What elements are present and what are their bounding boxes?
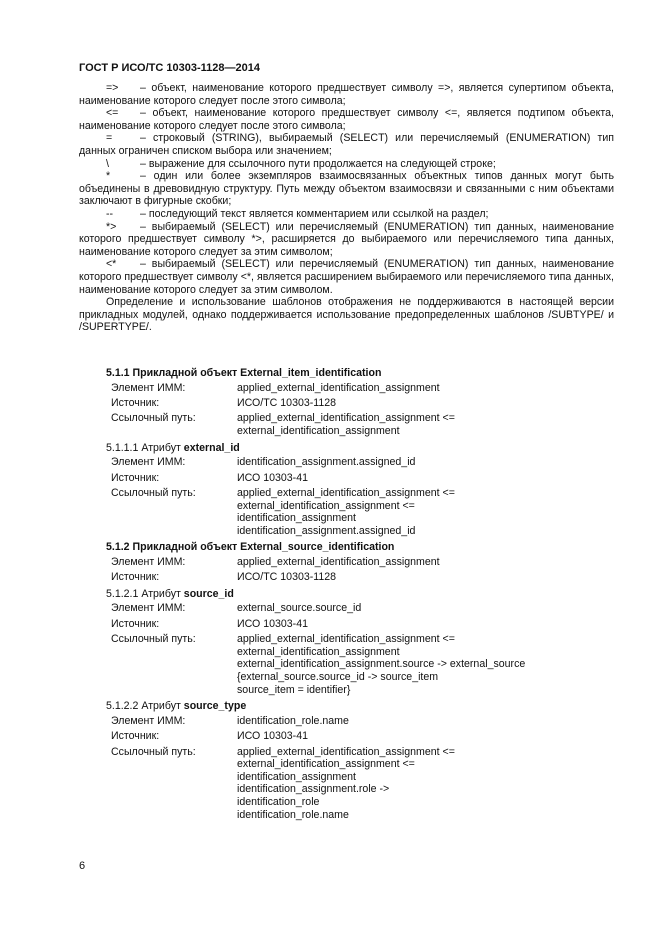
section-heading xyxy=(79,587,614,603)
ref-path-label: Ссылочный путь: xyxy=(111,487,196,500)
source-label: Источник: xyxy=(111,571,160,584)
ref-path-label: Ссылочный путь: xyxy=(111,745,196,758)
section-number: 5.1.2.1 xyxy=(106,587,139,600)
ref-path-line: identification_assignment.role -> xyxy=(237,783,390,796)
definition-text: – один или более экземпляров взаимосвязанных объектных типов данных могут быть объединены в древовидную структуру. Путь между объектом взаимосвязи и связанными с ним объектами заключают в фигурные скобки; xyxy=(79,170,614,208)
definition-extends xyxy=(79,221,614,259)
ref-path-row xyxy=(79,746,614,822)
section-title-name: source_type xyxy=(183,700,247,713)
ref-path-line: identification_role xyxy=(237,795,320,808)
ref-path-label: Ссылочный путь: xyxy=(111,633,196,646)
section-title-name: External_item_identification xyxy=(240,367,382,379)
element-label: Элемент ИММ: xyxy=(111,555,186,568)
ref-path-line: external_identification_assignment <= xyxy=(237,758,415,771)
element-label: Элемент ИММ: xyxy=(111,714,186,727)
element-row xyxy=(79,602,614,615)
element-label: Элемент ИММ: xyxy=(111,381,186,394)
definition-symbol: -- xyxy=(106,207,114,220)
page-header: ГОСТ Р ИСО/ТС 10303-1128—2014 xyxy=(79,62,260,74)
element-row xyxy=(79,382,614,395)
definition-text: – объект, наименование которого предшествует символу =>, является супертипом объекта, наименование которого следует после этого символа; xyxy=(79,82,614,107)
element-value: identification_role.name xyxy=(237,714,349,727)
section-title-name: External_source_identification xyxy=(240,541,395,554)
definition-symbol: => xyxy=(106,82,119,94)
definition-subtype xyxy=(79,107,614,132)
element-row xyxy=(79,556,614,569)
ref-path-line: identification_assignment xyxy=(237,770,356,783)
source-value: ИСО 10303-41 xyxy=(237,730,308,743)
section-number: 5.1.2 xyxy=(106,541,130,554)
section-title-prefix: Атрибут xyxy=(141,700,181,713)
ref-path-line: applied_external_identification_assignment <= xyxy=(237,487,455,500)
section-heading xyxy=(79,366,614,382)
section-number: 5.1.1 xyxy=(106,367,130,379)
ref-path-line: {external_source.source_id -> source_item xyxy=(237,671,439,683)
section-external-item-identification xyxy=(79,366,614,438)
ref-path-line: identification_role.name xyxy=(237,808,349,821)
ref-path-line: external_identification_assignment <= xyxy=(237,499,415,512)
ref-path-line: identification_assignment xyxy=(237,512,356,525)
ref-path-line: external_identification_assignment xyxy=(237,645,400,658)
source-row xyxy=(79,730,614,743)
definition-backslash xyxy=(79,158,614,171)
ref-path-line: applied_external_identification_assignment <= xyxy=(237,745,455,758)
element-label: Элемент ИММ: xyxy=(111,456,186,469)
symbol-definitions xyxy=(79,82,614,334)
source-row xyxy=(79,397,614,410)
definition-symbol: *> xyxy=(106,220,117,233)
section-title-prefix: Прикладной объект xyxy=(132,541,238,554)
section-title-prefix: Прикладной объект xyxy=(132,367,238,379)
ref-path-value xyxy=(237,633,614,696)
source-label: Источник: xyxy=(111,617,160,630)
ref-path-line: external_identification_assignment xyxy=(237,425,400,438)
element-value: identification_assignment.assigned_id xyxy=(237,456,416,469)
section-source-id xyxy=(79,587,614,696)
definition-symbol: \ xyxy=(106,157,109,170)
source-row xyxy=(79,618,614,631)
section-heading xyxy=(79,699,614,715)
definition-text: – последующий текст является комментарием или ссылкой на раздел; xyxy=(140,207,489,220)
source-value: ИСО/ТС 10303-1128 xyxy=(237,571,337,584)
section-source-type xyxy=(79,699,614,821)
definition-symbol: * xyxy=(106,170,111,183)
ref-path-row xyxy=(79,633,614,696)
source-value: ИСО/ТС 10303-1128 xyxy=(237,396,337,409)
section-external-source-identification xyxy=(79,540,614,584)
definition-comment xyxy=(79,208,614,221)
ref-path-value xyxy=(237,412,614,437)
note-paragraph: Определение и использование шаблонов отображения не поддерживаются в настоящей версии прикладных модулей, однако поддерживается использование предопределенных шаблонов /SUBTYPE/ и /SUPERTYPE/. xyxy=(79,296,614,334)
definition-symbol: <= xyxy=(106,107,119,120)
element-row xyxy=(79,715,614,728)
element-value: applied_external_identification_assignment xyxy=(237,555,440,568)
source-value: ИСО 10303-41 xyxy=(237,617,308,630)
section-heading xyxy=(79,540,614,556)
ref-path-row xyxy=(79,487,614,537)
definition-text: – выбираемый (SELECT) или перечисляемый (ENUMERATION) тип данных, наименование которого предшествует символу *>, расширяется до выбираемого или перечисляемого типа данных, наименование которого следует за этим символом; xyxy=(79,220,614,258)
definition-extension-of xyxy=(79,258,614,296)
ref-path-line: applied_external_identification_assignment <= xyxy=(237,412,455,425)
section-title-name: external_id xyxy=(183,441,240,454)
source-row xyxy=(79,472,614,485)
definition-supertype xyxy=(79,82,614,107)
definition-equals xyxy=(79,132,614,157)
definition-symbol: <* xyxy=(106,258,117,271)
ref-path-line: source_item = identifier} xyxy=(237,683,351,696)
ref-path-line: applied_external_identification_assignment <= xyxy=(237,633,455,646)
definition-text: – строковый (STRING), выбираемый (SELECT) или перечисляемый (ENUMERATION) тип данных ограничен списком выбора или значением; xyxy=(79,132,614,157)
source-value: ИСО 10303-41 xyxy=(237,471,308,484)
ref-path-value xyxy=(237,746,614,822)
element-row xyxy=(79,456,614,469)
section-number: 5.1.1.1 xyxy=(106,441,139,454)
definition-text: – выражение для ссылочного пути продолжается на следующей строке; xyxy=(140,157,496,170)
ref-path-line: identification_assignment.assigned_id xyxy=(237,524,416,537)
section-number: 5.1.2.2 xyxy=(106,700,139,713)
mapping-sections xyxy=(79,366,614,824)
ref-path-line: external_identification_assignment.source -> external_source xyxy=(237,658,526,671)
section-title-prefix: Атрибут xyxy=(141,587,181,600)
section-heading xyxy=(79,441,614,457)
source-label: Источник: xyxy=(111,730,160,743)
ref-path-value xyxy=(237,487,614,537)
element-value: external_source.source_id xyxy=(237,602,362,615)
source-label: Источник: xyxy=(111,396,160,409)
page-number: 6 xyxy=(79,860,86,872)
source-row xyxy=(79,571,614,584)
definition-asterisk xyxy=(79,170,614,208)
definition-text: – объект, наименование которого предшествует символу <=, является подтипом объекта, наименование которого следует после этого символа; xyxy=(79,107,614,132)
ref-path-label: Ссылочный путь: xyxy=(111,412,196,425)
section-title-prefix: Атрибут xyxy=(141,441,181,454)
definition-text: – выбираемый (SELECT) или перечисляемый (ENUMERATION) тип данных, наименование которого предшествует символу <*, является расширением выбираемого или перечисляемого типа данных, наименование которого следует за этим символом. xyxy=(79,258,614,296)
definition-symbol: = xyxy=(106,132,113,145)
ref-path-row xyxy=(79,412,614,437)
element-value: applied_external_identification_assignment xyxy=(237,381,440,394)
section-external-id xyxy=(79,441,614,538)
element-label: Элемент ИММ: xyxy=(111,602,186,615)
section-title-name: source_id xyxy=(183,587,234,600)
source-label: Источник: xyxy=(111,471,160,484)
